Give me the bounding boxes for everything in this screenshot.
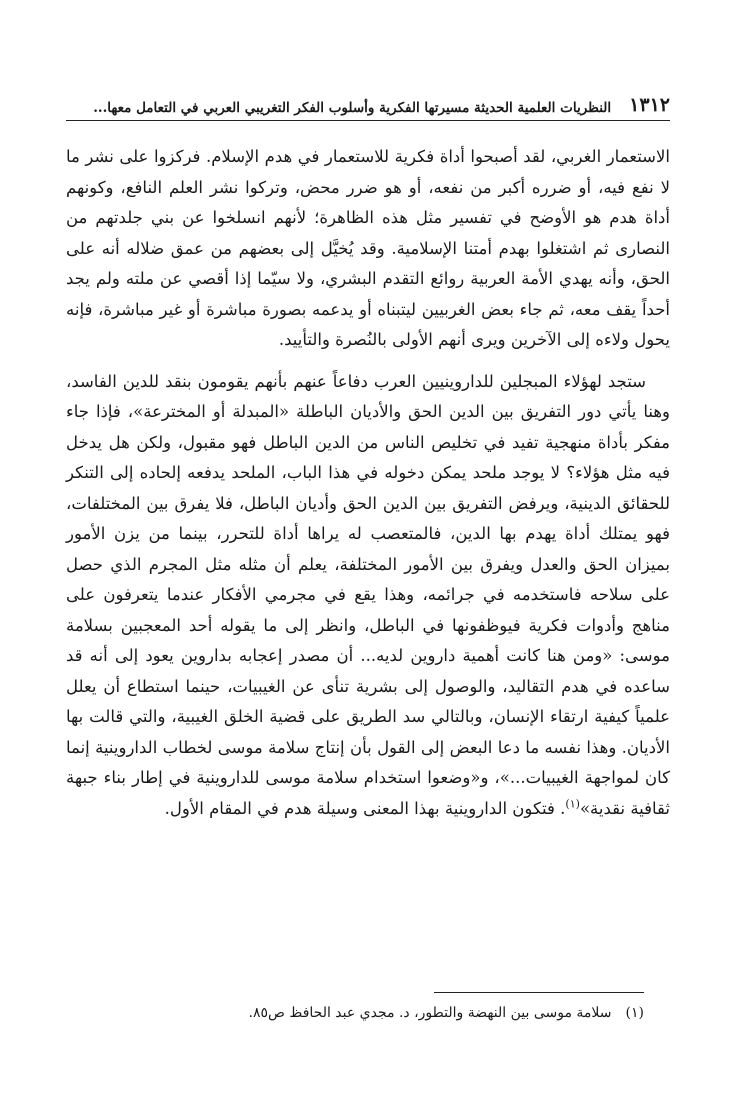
body-text bbox=[66, 142, 670, 824]
footnote-text: سلامة موسى بين النهضة والتطور، د. مجدي عبد الحافظ ص٨٥. bbox=[248, 1005, 612, 1021]
paragraph-2-text: ستجد لهؤلاء المبجلين للداروينيين العرب دفاعاً عنهم بأنهم يقومون بنقد للدين الفاسد، وهنا يأتي دور التفريق بين الدين الحق والأديان الباطلة «المبدلة أو المخترعة»، فإذا جاء مفكر بأداة منهجية تفيد في تخليص الناس من الدين الباطل فهو مقبول، ولكن هل يدخل فيه مثل هؤلاء؟ لا يوجد ملحد يمكن دخوله في هذا الباب، الملحد يدفعه إلحاده إلى التنكر للحقائق الدينية، ويرفض التفريق بين الدين الحق وأديان الباطل، فلا يفرق بين المختلفات، فهو يمتلك أداة يهدم بها الدين، فالمتعصب له يراها أداة للتحرر، بينما من يزن الأمور بميزان الحق والعدل ويفرق بين الأمور المختلفة، يعلم أن مثله مثل المجرم الذي حصل على سلاحه فاستخدمه في جرائمه، وهذا يقع في مجرمي الأفكار عندما يتعرفون على مناهج وأدوات فكرية فيوظفونها في الباطل، وانظر إلى ما يقوله أحد المعجبين بسلامة موسى: «ومن هنا كانت أهمية داروين لديه... أن مصدر إعجابه بداروين يعود إلى أنه قد ساعده في هدم التقاليد، والوصول إلى بشرية تنأى عن الغيبيات، حينما استطاع أن يعلل علمياً كيفية ارتقاء الإنسان، وبالتالي سد الطريق على قضية الخلق الغيبية، والتي قالت بها الأديان. وهذا نفسه ما دعا البعض إلى القول بأن إنتاج سلامة موسى لخطاب الداروينية إنما كان لمواجهة الغيبيات...»، و«وضعوا استخدام سلامة موسى للداروينية في إطار بناء جبهة ثقافية نقدية» bbox=[66, 371, 670, 818]
footnote-reference[interactable]: (١) bbox=[565, 797, 580, 810]
paragraph-2 bbox=[66, 367, 670, 825]
paragraph-1: الاستعمار الغربي، لقد أصبحوا أداة فكرية للاستعمار في هدم الإسلام. فركزوا على نشر ما لا نفع فيه، أو ضرره أكبر من نفعه، أو هو ضرر محض، وتركوا نشر العلم النافع، وكونهم أداة هدم هو الأوضح في تفسير مثل هذه الظاهرة؛ لأنهم انسلخوا عن بني جلدتهم من النصارى ثم اشتغلوا بهدم أمتنا الإسلامية. وقد يُخيَّل إلى بعضهم من عمق ضلاله أنه على الحق، وأنه يهدي الأمة العربية روائع التقدم البشري، ولا سيّما إذا أقصي عن ملته ولم يجد أحداً يقف معه، ثم جاء بعض الغربيين ليتبناه أو يدعمه بصورة مباشرة أو غير مباشرة، فإنه يحول ولاءه إلى الآخرين ويرى أنهم الأولى بالنُصرة والتأييد. bbox=[66, 147, 670, 349]
running-header bbox=[66, 88, 670, 116]
page-number: ١٣١٢ bbox=[629, 94, 670, 116]
header-divider bbox=[66, 120, 670, 121]
footnote-number: (١) bbox=[625, 1005, 644, 1021]
paragraph-2-tail: . فتكون الداروينية بهذا المعنى وسيلة هدم في المقام الأول. bbox=[164, 798, 566, 818]
running-header-title: النظريات العلمية الحديثة مسيرتها الفكرية وأسلوب الفكر التغريبي العربي في التعامل معها... bbox=[93, 100, 612, 116]
footnote bbox=[66, 1002, 644, 1024]
footnote-divider bbox=[434, 992, 644, 993]
